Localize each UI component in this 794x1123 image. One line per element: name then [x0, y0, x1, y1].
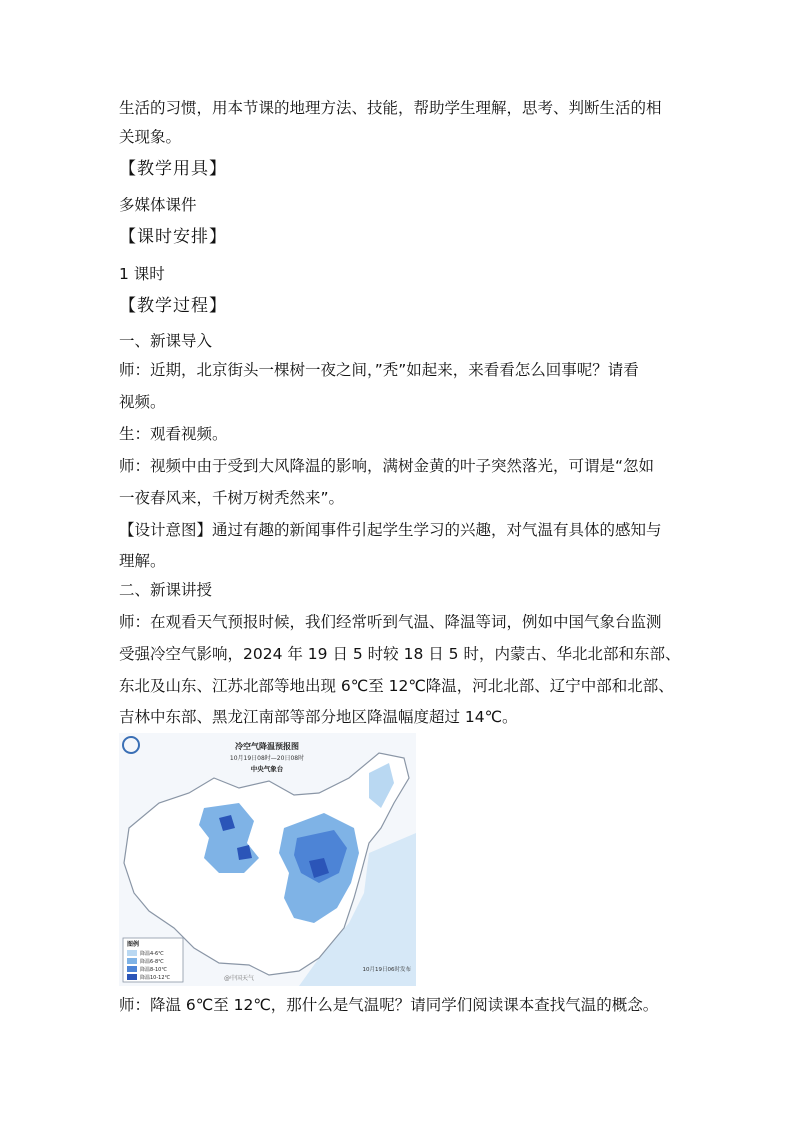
section-heading: 【课时安排】: [119, 227, 227, 247]
text-line: 师：在观看天气预报时候，我们经常听到气温、降温等词，例如中国气象台监测: [119, 613, 662, 631]
legend-title: 图例: [127, 941, 140, 948]
legend-swatch-4: [127, 974, 137, 980]
text-line: 生活的习惯，用本节课的地理方法、技能，帮助学生理解，思考、判断生活的相: [119, 99, 662, 117]
china-map-graphic: [119, 733, 416, 986]
map-subtitle: 10月19日08时—20日08时: [229, 755, 305, 762]
subsection-heading: 二、新课讲授: [119, 581, 213, 599]
legend-swatch-1: [127, 950, 137, 956]
text-line: 多媒体课件: [119, 196, 197, 214]
map-agency: 中央气象台: [250, 765, 284, 773]
text-line: 一夜春风来，千树万树秃然来”。: [119, 489, 345, 507]
text-line: 吉林中东部、黑龙江南部等部分地区降温幅度超过 14℃。: [119, 708, 518, 726]
text-line: 【设计意图】通过有趣的新闻事件引起学生学习的兴趣，对气温有具体的感知与: [119, 521, 662, 539]
legend-swatch-2: [127, 958, 137, 964]
map-issued-time: 10月19日06时发布: [362, 967, 411, 973]
legend-label-2: 降温6-8℃: [140, 959, 164, 965]
text-line: 师：近期，北京街头一棵树一夜之间，”秃”如起来，来看看怎么回事呢？请看: [119, 361, 639, 379]
legend-label-1: 降温4-6℃: [140, 951, 164, 957]
subsection-heading: 一、新课导入: [119, 332, 213, 350]
legend-swatch-3: [127, 966, 137, 972]
legend-label-4: 降温10-12℃: [140, 975, 171, 981]
section-heading: 【教学用具】: [119, 159, 227, 179]
text-line: 师：视频中由于受到大风降温的影响，满树金黄的叶子突然落光，可谓是“忽如: [119, 457, 655, 475]
text-line: 视频。: [119, 393, 166, 411]
text-line: 受强冷空气影响，2024 年 19 日 5 时较 18 日 5 时，内蒙古、华北北部和东部、: [119, 645, 681, 663]
text-line: 关现象。: [119, 128, 182, 146]
text-line: 生：观看视频。: [119, 425, 228, 443]
map-title: 冷空气降温预报图: [235, 742, 299, 751]
text-line: 师：降温 6℃至 12℃，那什么是气温呢？请同学们阅读课本查找气温的概念。: [119, 996, 659, 1014]
cooling-forecast-map: [119, 733, 416, 986]
text-line: 东北及山东、江苏北部等地出现 6℃至 12℃降温，河北北部、辽宁中部和北部、: [119, 677, 674, 695]
text-line: 1 课时: [119, 265, 165, 283]
legend-label-3: 降温8-10℃: [140, 967, 167, 973]
section-heading: 【教学过程】: [119, 296, 227, 316]
map-watermark: @中国天气: [224, 975, 255, 982]
text-line: 理解。: [119, 552, 166, 570]
